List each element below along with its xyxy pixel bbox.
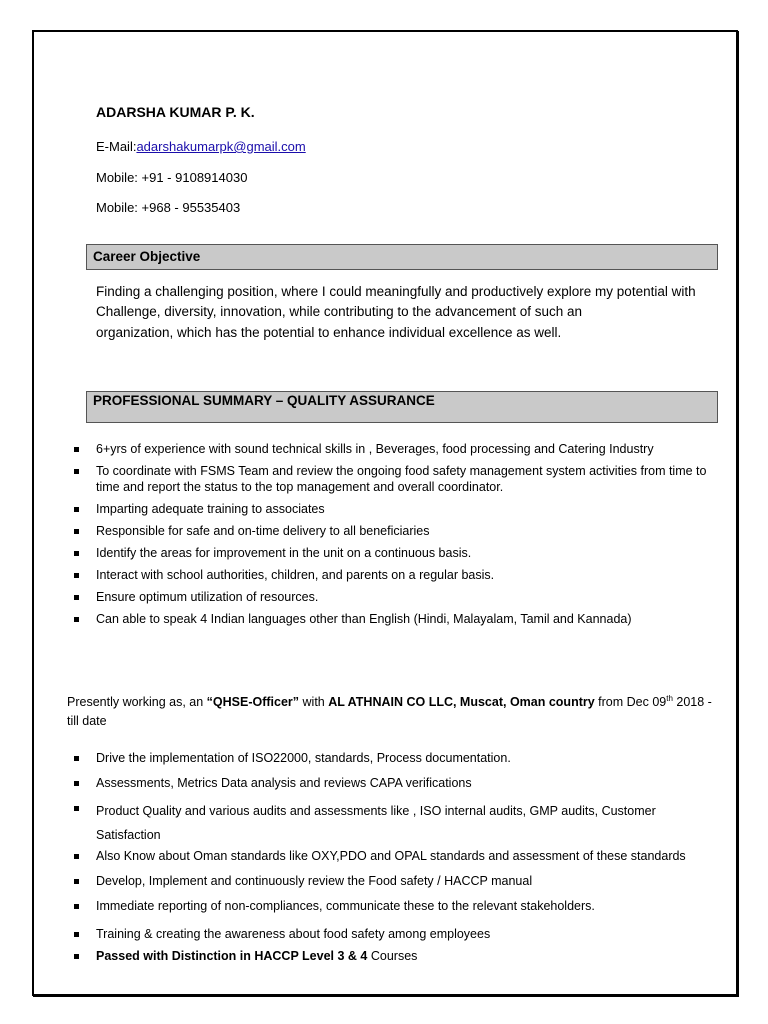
distinction-rest: Courses	[367, 949, 418, 963]
present-from: from Dec 09	[594, 695, 667, 710]
list-item: Responsible for safe and on-time delivery to all beneficiaries	[74, 523, 724, 539]
summary-list	[74, 441, 724, 633]
present-company: AL ATHNAIN CO LLC, Muscat, Oman country	[328, 695, 595, 710]
distinction-bold: Passed with Distinction in HACCP Level 3 & 4	[96, 949, 368, 963]
present-suffix: 2018 - till date	[67, 695, 712, 729]
email-line	[96, 139, 306, 154]
list-item: Imparting adequate training to associates	[74, 501, 724, 517]
present-sup: th	[666, 694, 673, 703]
list-item: Identify the areas for improvement in the unit on a continuous basis.	[74, 545, 724, 561]
objective-line-1: Finding a challenging position, where I could meaningfully and productively explore my potential with	[96, 284, 696, 299]
duties-list	[74, 749, 714, 972]
list-item	[74, 947, 714, 965]
list-item: Immediate reporting of non-compliances, communicate these to the relevant stakeholders.	[74, 897, 714, 915]
professional-summary-heading: PROFESSIONAL SUMMARY – QUALITY ASSURANCE	[86, 391, 718, 423]
list-item: Drive the implementation of ISO22000, standards, Process documentation.	[74, 749, 714, 767]
present-role: “QHSE-Officer”	[206, 695, 300, 710]
list-item: Training & creating the awareness about food safety among employees	[74, 925, 714, 943]
email-link[interactable]: adarshakumarpk@gmail.com	[136, 139, 306, 154]
career-objective-text	[96, 285, 696, 340]
list-item: 6+yrs of experience with sound technical skills in , Beverages, food processing and Catering Industry	[74, 441, 724, 457]
list-item: To coordinate with FSMS Team and review the ongoing food safety management system activities from time to time and report the status to the top management and overall coordinator.	[74, 463, 724, 495]
mobile-oman: Mobile: +968 - 95535403	[96, 200, 241, 215]
list-item: Develop, Implement and continuously review the Food safety / HACCP manual	[74, 872, 714, 890]
mobile-india: Mobile: +91 - 9108914030	[96, 170, 248, 185]
list-item: Interact with school authorities, children, and parents on a regular basis.	[74, 567, 724, 583]
current-position	[67, 689, 717, 731]
present-prefix: Presently working as, an	[67, 695, 207, 710]
list-item: Also Know about Oman standards like OXY,PDO and OPAL standards and assessment of these standards	[74, 847, 714, 865]
candidate-name: ADARSHA KUMAR P. K.	[96, 104, 255, 120]
email-label: E-Mail:	[96, 139, 137, 154]
present-with: with	[299, 695, 329, 710]
objective-line-2: Challenge, diversity, innovation, while contributing to the advancement of such an	[96, 304, 583, 319]
list-item: Assessments, Metrics Data analysis and reviews CAPA verifications	[74, 774, 714, 792]
career-objective-heading: Career Objective	[86, 244, 718, 270]
list-item: Product Quality and various audits and assessments like , ISO internal audits, GMP audits, Customer Satisfaction	[74, 799, 714, 847]
objective-line-3: organization, which has the potential to enhance individual excellence as well.	[96, 325, 562, 340]
list-item: Ensure optimum utilization of resources.	[74, 589, 724, 605]
list-item: Can able to speak 4 Indian languages other than English (Hindi, Malayalam, Tamil and Kannada)	[74, 611, 724, 627]
